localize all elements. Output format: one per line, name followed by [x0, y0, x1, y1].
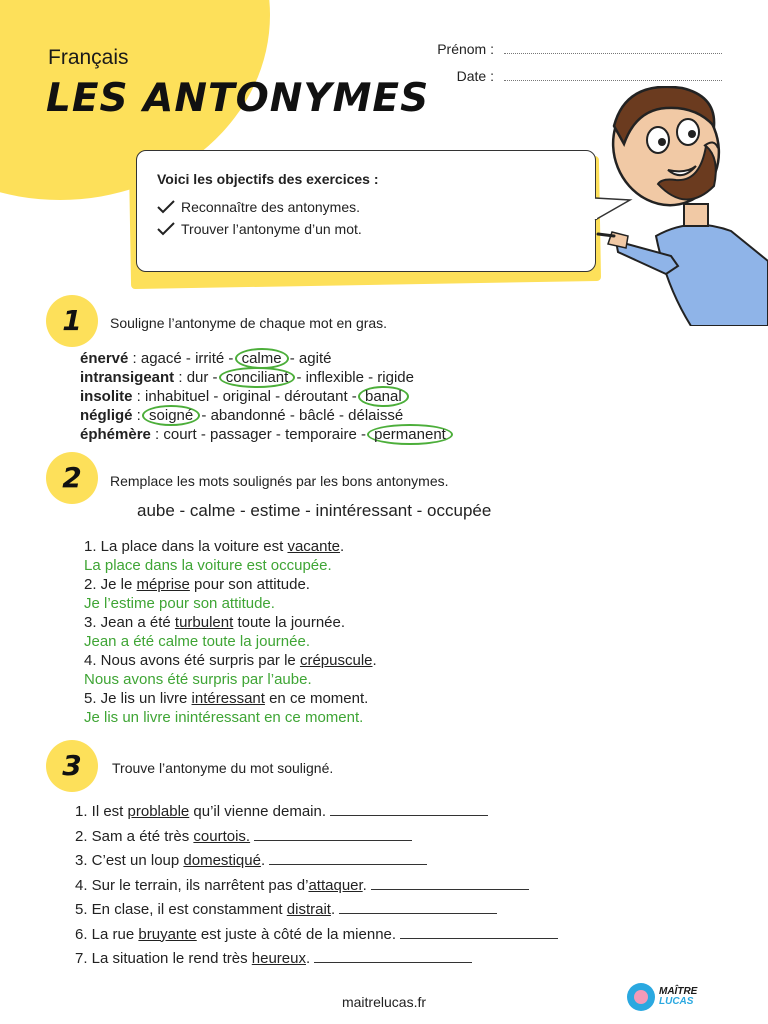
bold-word: éphémère: [80, 426, 151, 443]
objective-text: Trouver l’antonyme d’un mot.: [181, 221, 362, 237]
options-text: : court - passager - temporaire -: [150, 426, 366, 443]
question-text: 3. Jean a été: [84, 614, 175, 631]
answer-blank[interactable]: [339, 901, 497, 914]
exercise-2-answer: Je lis un livre inintéressant en ce moment.: [84, 709, 364, 726]
question-text: 5. Je lis un livre: [84, 690, 192, 707]
exercise-3-question: [75, 825, 558, 850]
underlined-word: bruyante: [138, 925, 197, 943]
question-text: 4. Sur le terrain, ils narrêtent pas d’: [75, 876, 309, 894]
logo-line-1: MAÎTRE: [659, 986, 698, 997]
underlined-word: problable: [127, 803, 190, 820]
answer-blank[interactable]: [371, 877, 529, 890]
question-text: toute la journée.: [233, 614, 346, 631]
exercise-2-question: [84, 613, 377, 632]
question-text: .: [306, 950, 311, 967]
question-text: .: [330, 901, 336, 918]
teacher-character-illustration: [596, 86, 768, 326]
question-text: .: [340, 538, 345, 555]
bold-word: insolite: [80, 388, 133, 405]
maitre-lucas-logo: [627, 983, 697, 1011]
question-text: 2. Sam a été très: [75, 827, 194, 845]
exercise-1-instruction: Souligne l’antonyme de chaque mot en gras.: [110, 315, 388, 331]
exercise-1-row: [80, 425, 450, 444]
exercise-2-question: [84, 537, 377, 556]
circled-answer: calme: [235, 348, 289, 369]
options-text: : inhabituel - original - déroutant -: [132, 388, 357, 405]
exercise-2-badge: 2: [46, 452, 98, 504]
objectives-box: [136, 150, 596, 272]
options-text: - inflexible - rigide: [296, 369, 414, 386]
exercise-3-question: [75, 947, 558, 972]
question-text: 7. La situation le rend très: [75, 950, 252, 967]
question-text: 1. Il est: [75, 803, 128, 820]
exercise-2-list: [84, 537, 377, 727]
underlined-word: vacante: [287, 538, 341, 555]
underlined-word: courtois.: [193, 827, 251, 845]
answer-blank[interactable]: [254, 828, 412, 841]
question-text: pour son attitude.: [189, 576, 310, 593]
objective-item: [157, 199, 595, 215]
question-text: .: [362, 876, 367, 894]
question-text: qu’il vienne demain.: [189, 803, 327, 820]
circled-answer: permanent: [367, 424, 453, 445]
exercise-3-question: [75, 898, 558, 923]
exercise-1-badge: 1: [46, 295, 98, 347]
options-text: : agacé - irrité -: [128, 350, 234, 367]
underlined-word: domestiqué: [183, 852, 261, 869]
footer-url[interactable]: maitrelucas.fr: [341, 994, 427, 1010]
exercise-3-instruction: Trouve l’antonyme du mot souligné.: [112, 760, 334, 776]
question-text: 1. La place dans la voiture est: [84, 538, 288, 555]
question-text: 6. La rue: [75, 925, 139, 943]
question-text: 4. Nous avons été surpris par le: [84, 652, 300, 669]
question-text: 2. Je le: [84, 576, 137, 593]
question-text: 3. C’est un loup: [75, 852, 184, 869]
answer-blank[interactable]: [400, 926, 558, 939]
answer-blank[interactable]: [269, 852, 427, 865]
exercise-2-answer: Jean a été calme toute la journée.: [84, 633, 310, 650]
question-text: 5. En clase, il est constamment: [75, 901, 287, 918]
question-text: est juste à côté de la mienne.: [196, 925, 397, 943]
exercise-3-badge: 3: [46, 740, 98, 792]
question-text: en ce moment.: [264, 690, 369, 707]
exercise-3-question: [75, 800, 558, 825]
underlined-word: attaquer: [308, 876, 363, 894]
exercise-3-question: [75, 923, 558, 948]
exercise-1-list: [80, 349, 450, 444]
page-title: LES ANTONYMES: [46, 76, 430, 121]
subject-label: Français: [48, 46, 129, 69]
date-dotted-line[interactable]: [504, 68, 722, 81]
objectives-title: Voici les objectifs des exercices :: [157, 171, 379, 187]
word-bank: aube - calme - estime - inintéressant - occupée: [137, 501, 492, 520]
circled-answer: soigné: [142, 405, 200, 426]
underlined-word: turbulent: [174, 614, 234, 631]
exercise-1-row: [80, 368, 450, 387]
bold-word: négligé: [80, 407, 133, 424]
options-text: - agité: [289, 350, 332, 367]
circled-answer: conciliant: [219, 367, 296, 388]
underlined-word: crépuscule: [299, 652, 373, 669]
objective-text: Reconnaître des antonymes.: [181, 199, 360, 215]
logo-line-2: LUCAS: [659, 996, 694, 1007]
checkmark-icon: [157, 200, 175, 214]
underlined-word: méprise: [136, 576, 190, 593]
prenom-dotted-line[interactable]: [504, 41, 722, 54]
answer-blank[interactable]: [314, 950, 472, 963]
checkmark-icon: [157, 222, 175, 236]
date-field[interactable]: [424, 68, 722, 84]
question-text: .: [260, 852, 266, 869]
date-label: Date :: [456, 68, 494, 84]
objective-item: [157, 221, 595, 237]
underlined-word: heureux: [251, 950, 306, 967]
underlined-word: distrait: [286, 901, 331, 918]
exercise-1-row: [80, 387, 450, 406]
options-text: : dur -: [174, 369, 218, 386]
exercise-2-answer: Nous avons été surpris par l’aube.: [84, 671, 312, 688]
options-text: :: [132, 407, 141, 424]
exercise-2-answer: Je l’estime pour son attitude.: [84, 595, 275, 612]
circled-answer: banal: [358, 386, 409, 407]
prenom-field[interactable]: [424, 41, 722, 57]
exercise-1-row: [80, 349, 450, 368]
exercise-2-question: [84, 689, 377, 708]
exercise-3-question: [75, 849, 558, 874]
exercise-2-question: [84, 575, 377, 594]
answer-blank[interactable]: [330, 803, 488, 816]
bold-word: énervé: [80, 350, 129, 367]
exercise-1-row: [80, 406, 450, 425]
options-text: - abandonné - bâclé - délaissé: [201, 407, 404, 424]
prenom-label: Prénom :: [437, 41, 494, 57]
bold-word: intransigeant: [80, 369, 175, 386]
question-text: .: [372, 652, 377, 669]
brain-logo-icon: [627, 983, 655, 1011]
logo-text: [659, 987, 697, 1007]
underlined-word: intéressant: [191, 690, 265, 707]
exercise-2-instruction: Remplace les mots soulignés par les bons antonymes.: [110, 473, 449, 489]
exercise-3-list: [75, 800, 558, 972]
exercise-3-question: [75, 874, 558, 899]
exercise-2-answer: La place dans la voiture est occupée.: [84, 557, 332, 574]
exercise-2-question: [84, 651, 377, 670]
